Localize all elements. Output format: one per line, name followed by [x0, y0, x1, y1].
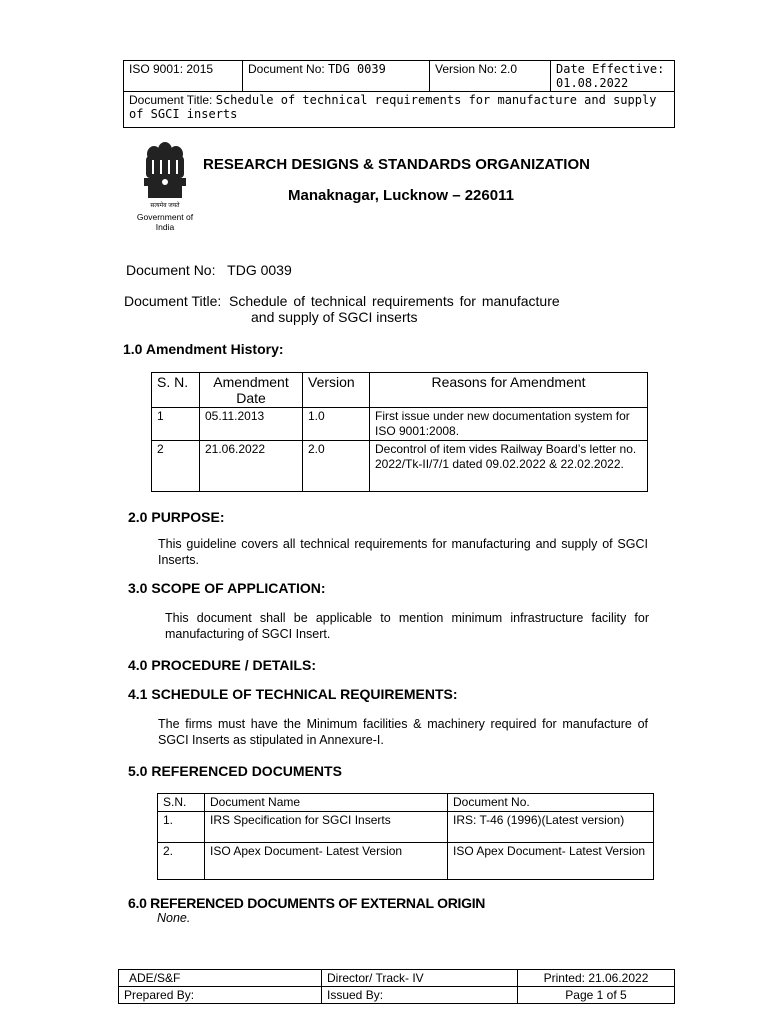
referenced-documents-table: [157, 793, 654, 880]
amendment-col-reason: Reasons for Amendment: [370, 373, 648, 408]
doc-title-cell: [124, 92, 675, 128]
lion-capital-icon: [130, 140, 200, 202]
doc-no-label: Document No:: [248, 62, 325, 76]
refs-cell-no: ISO Apex Document- Latest Version: [448, 843, 654, 880]
refs-col-sn: S.N.: [158, 794, 205, 812]
version-cell: [430, 61, 551, 92]
emblem-caption: Government of India: [136, 212, 194, 232]
external-documents-text: None.: [157, 911, 191, 925]
refs-cell-sn: 2.: [158, 843, 205, 880]
purpose-heading: 2.0 PURPOSE:: [128, 509, 225, 525]
refs-cell-sn: 1.: [158, 812, 205, 843]
amendment-cell-reason: First issue under new documentation system for ISO 9001:2008.: [370, 408, 648, 441]
doc-no-value: TDG 0039: [328, 62, 386, 76]
document-title-label: Document Title:: [124, 293, 222, 309]
refs-col-no: Document No.: [448, 794, 654, 812]
amendment-cell-sn: 1: [152, 408, 200, 441]
amendment-cell-sn: 2: [152, 441, 200, 492]
refs-cell-name: ISO Apex Document- Latest Version: [205, 843, 448, 880]
procedure-heading: 4.0 PROCEDURE / DETAILS:: [128, 657, 316, 673]
scope-heading: 3.0 SCOPE OF APPLICATION:: [128, 580, 326, 596]
prepared-by-label: Prepared By:: [119, 987, 322, 1004]
date-effective-cell: [551, 61, 675, 92]
table-row: [158, 812, 654, 843]
date-effective-value: 01.08.2022: [556, 76, 629, 90]
emblem-motto: सत्यमेव जयते: [150, 203, 180, 209]
document-title-line1: Schedule of technical requirements for manufacture: [229, 293, 560, 309]
schedule-text: The firms must have the Minimum facilities & machinery required for manufacture of SGCI Inserts as stipulated in Annexure-I.: [158, 717, 648, 747]
document-number-label: Document No:: [126, 262, 216, 278]
page-number: Page 1 of 5: [518, 987, 675, 1004]
iso-cell: [124, 61, 243, 92]
amendment-cell-date: 05.11.2013: [200, 408, 303, 441]
referenced-documents-heading: 5.0 REFERENCED DOCUMENTS: [128, 763, 342, 779]
document-title: [124, 293, 560, 309]
refs-cell-no: IRS: T-46 (1996)(Latest version): [448, 812, 654, 843]
date-effective-label: Date Effective:: [556, 62, 665, 76]
prepared-by-name: ADE/S&F: [119, 970, 322, 987]
iso-text: ISO 9001: 2015: [129, 62, 214, 76]
doc-no-cell: [243, 61, 430, 92]
doc-title-label: Document Title:: [129, 93, 213, 107]
organization-address: Manaknagar, Lucknow – 226011: [288, 187, 514, 204]
table-row: [152, 441, 648, 492]
amendment-history-heading: 1.0 Amendment History:: [123, 341, 284, 357]
scope-text: This document shall be applicable to mention minimum infrastructure facility for manufacturing of SGCI Insert.: [165, 611, 649, 641]
doc-title-value: Schedule of technical requirements for manufacture and supply of SGCI inserts: [129, 93, 657, 121]
footer-table: [118, 969, 675, 1004]
table-row: [158, 843, 654, 880]
amendment-col-version: Version: [303, 373, 370, 408]
amendment-cell-version: 1.0: [303, 408, 370, 441]
organization-name: RESEARCH DESIGNS & STANDARDS ORGANIZATION: [203, 156, 590, 173]
printed-date: Printed: 21.06.2022: [518, 970, 675, 987]
refs-cell-name: IRS Specification for SGCI Inserts: [205, 812, 448, 843]
document-header-table: [123, 60, 675, 128]
amendment-history-table: [151, 372, 648, 492]
amendment-cell-date: 21.06.2022: [200, 441, 303, 492]
government-emblem: [130, 140, 200, 232]
document-title-line2: and supply of SGCI inserts: [251, 309, 418, 325]
purpose-text: This guideline covers all technical requirements for manufacturing and supply of SGCI Inserts.: [158, 537, 648, 567]
amendment-cell-reason: Decontrol of item vides Railway Board’s letter no. 2022/Tk-II/7/1 dated 09.02.2022 & 22.02.2022.: [370, 441, 648, 492]
schedule-heading: 4.1 SCHEDULE OF TECHNICAL REQUIREMENTS:: [128, 686, 458, 702]
refs-col-name: Document Name: [205, 794, 448, 812]
external-documents-heading: 6.0 REFERENCED DOCUMENTS OF EXTERNAL ORIGIN: [128, 895, 486, 911]
table-row: [152, 408, 648, 441]
issued-by-label: Issued By:: [322, 987, 518, 1004]
amendment-col-date: Amendment Date: [200, 373, 303, 408]
issued-by-name: Director/ Track- IV: [322, 970, 518, 987]
document-number-value: TDG 0039: [227, 262, 292, 278]
version-text: Version No: 2.0: [435, 62, 518, 76]
amendment-col-sn: S. N.: [152, 373, 200, 408]
amendment-cell-version: 2.0: [303, 441, 370, 492]
document-number: [126, 262, 292, 278]
